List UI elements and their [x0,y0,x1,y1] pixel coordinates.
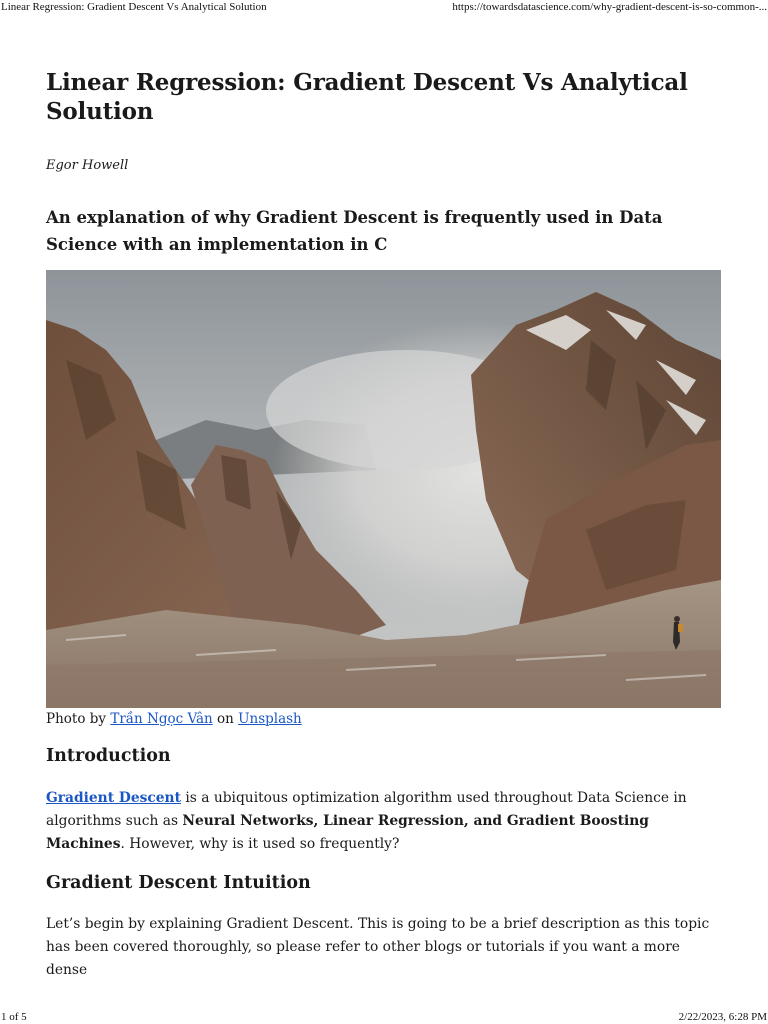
algorithms-bold-text: Neural Networks, Linear Regression, and Gradient Boosting Machines [46,813,649,852]
intuition-paragraph: Let’s begin by explaining Gradient Descent. This is going to be a brief description as this topic has been covered thoroughly, so please refer to other blogs or tutorials if you want a more dense [46,916,710,978]
page-number: 1 of 5 [1,1011,27,1023]
article-subtitle: An explanation of why Gradient Descent is frequently used in Data Science with an implementation in C [46,208,663,254]
print-datetime: 2/22/2023, 6:28 PM [678,1011,767,1023]
print-header-url: https://towardsdatascience.com/why-gradient-descent-is-so-common-... [452,1,767,13]
print-footer [0,1011,768,1024]
article-title: Linear Regression: Gradient Descent Vs Analytical Solution [46,69,688,125]
print-header-title: Linear Regression: Gradient Descent Vs Analytical Solution [1,1,267,13]
print-header [0,0,768,14]
gradient-descent-link[interactable]: Gradient Descent [46,790,181,806]
photographer-link[interactable]: Trần Ngọc Vân [110,711,213,727]
section-heading-introduction: Introduction [46,746,171,766]
introduction-paragraph: Gradient Descent is a ubiquitous optimization algorithm used throughout Data Science in algorithms such as Neural Networks, Linear Regression, and Gradient Boosting Machines. However, why is it used so frequently? [46,790,687,852]
unsplash-link[interactable]: Unsplash [238,711,302,727]
hero-image [46,270,721,708]
image-caption: Photo by Trần Ngọc Vân on Unsplash [46,711,302,727]
section-heading-intuition: Gradient Descent Intuition [46,873,311,893]
article-author: Egor Howell [46,158,129,173]
